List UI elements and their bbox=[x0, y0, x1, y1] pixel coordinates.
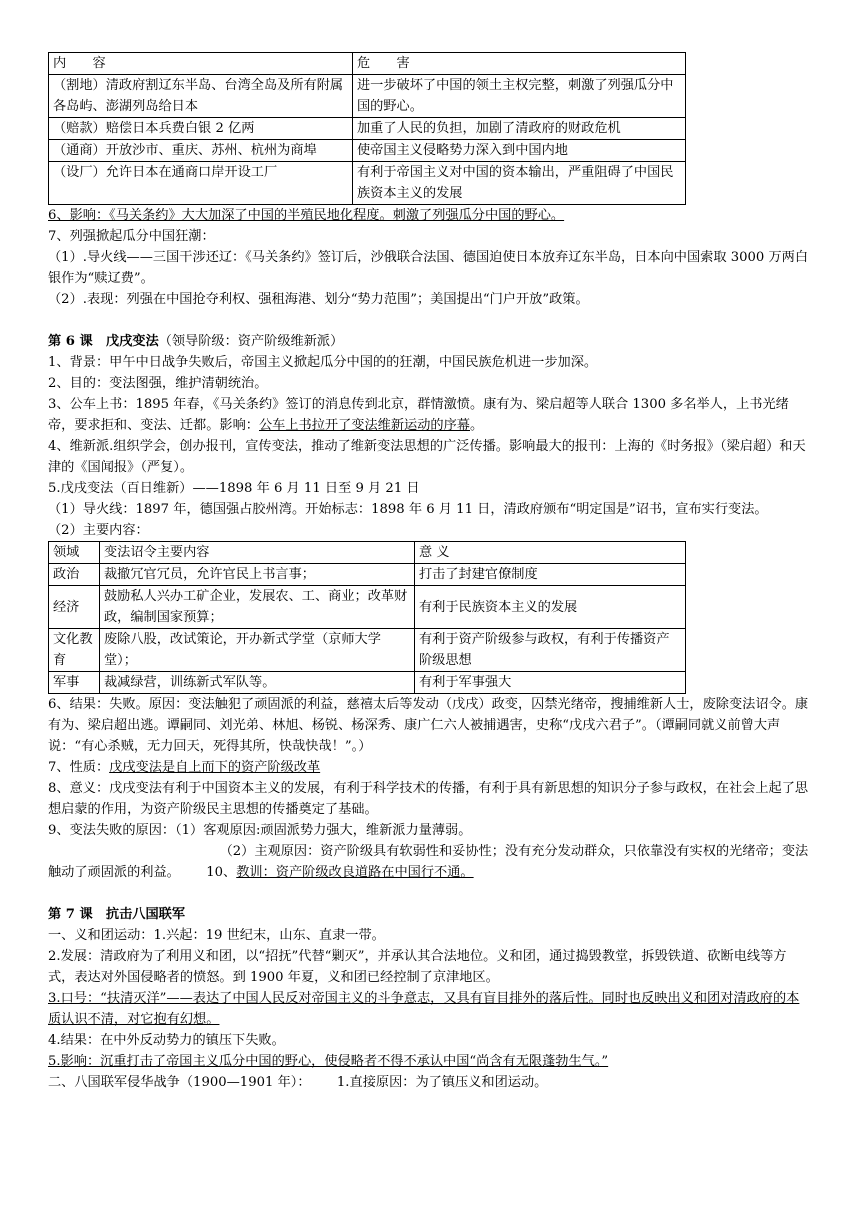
treaty-terms-table bbox=[48, 52, 686, 205]
table-row bbox=[49, 75, 686, 118]
table-cell: （通商）开放沙市、重庆、苏州、杭州为商埠 bbox=[49, 140, 353, 162]
table-cell: 裁减绿营，训练新式军队等。 bbox=[100, 672, 415, 694]
text-run: 3、公车上书：1895 年春，《马关条约》签订的消息传到北京，群情激愤。康有为、梁启超等人联合 1300 多名举人，上书光绪帝，要求拒和、变法、迁都。影响： bbox=[48, 397, 789, 433]
table-row bbox=[49, 118, 686, 140]
underlined-text: 戊戌变法是自上而下的资产阶级改革 bbox=[109, 760, 321, 775]
table-cell: 废除八股，改试策论，开办新式学堂（京师大学堂）； bbox=[100, 629, 415, 672]
table-header-row bbox=[49, 53, 686, 75]
paragraph: 1、背景：甲午中日战争失败后，帝国主义掀起瓜分中国的的狂潮，中国民族危机进一步加深。 bbox=[48, 355, 598, 370]
table-header-cell: 危 害 bbox=[353, 53, 686, 75]
text-run: （1）导火线：1897 年，德国强占胶州湾。开始标志：1898 年 6 月 11 日，清政府颁布“明定国是”诏书，宣布实行变法。 bbox=[48, 502, 768, 517]
table-cell: （割地）清政府割辽东半岛、台湾全岛及所有附属各岛屿、澎湖列岛给日本 bbox=[49, 75, 353, 118]
lesson-title-note: （领导阶级：资产阶级维新派） bbox=[158, 334, 344, 349]
table-cell: 鼓励私人兴办工矿企业，发展农、工、商业；改革财政，编制国家预算； bbox=[100, 586, 415, 629]
table-cell: 进一步破坏了中国的领土主权完整，刺激了列强瓜分中国的野心。 bbox=[353, 75, 686, 118]
underlined-text: 公车上书拉开了变法维新运动的序幕 bbox=[259, 418, 470, 433]
table-cell: （赔款）赔偿日本兵费白银 2 亿两 bbox=[49, 118, 353, 140]
paragraph bbox=[48, 394, 812, 436]
paragraph: 9、变法失败的原因：（1）客观原因:顽固派势力强大，维新派力量薄弱。 bbox=[48, 823, 472, 838]
table-header-row bbox=[49, 542, 686, 564]
paragraph bbox=[48, 1072, 812, 1093]
table-cell: 军事 bbox=[49, 672, 100, 694]
table-cell: 有利于民族资本主义的发展 bbox=[415, 586, 686, 629]
document-page bbox=[48, 52, 812, 1093]
table-header-cell: 意 义 bbox=[415, 542, 686, 564]
text-run: 。 bbox=[470, 418, 484, 433]
table-row bbox=[49, 629, 686, 672]
table-cell: 有利于资产阶级参与政权，有利于传播资产阶级思想 bbox=[415, 629, 686, 672]
text-run: 二、八国联军侵华战争（1900—1901 年）： bbox=[48, 1075, 311, 1090]
lesson-title: 第 7 课 抗击八国联军 bbox=[48, 907, 186, 922]
paragraph: 6、影响：《马关条约》大大加深了中国的半殖民地化程度。刺激了列强瓜分中国的野心。 bbox=[48, 208, 565, 223]
paragraph bbox=[48, 841, 812, 883]
lesson-heading bbox=[48, 331, 812, 352]
lesson-heading bbox=[48, 904, 812, 925]
table-cell: 加重了人民的负担，加剧了清政府的财政危机 bbox=[353, 118, 686, 140]
table-cell: 有利于军事强大 bbox=[415, 672, 686, 694]
paragraph: 3.口号：“扶清灭洋”——表达了中国人民反对帝国主义的斗争意志，又具有盲目排外的落后性。同时也反映出义和团对清政府的本质认识不清，对它抱有幻想。 bbox=[48, 991, 800, 1027]
table-cell: 经济 bbox=[49, 586, 100, 629]
paragraph: 5.戊戌变法（百日维新）——1898 年 6 月 11 日至 9 月 21 日 bbox=[48, 481, 420, 496]
table-header-cell: 变法诏令主要内容 bbox=[100, 542, 415, 564]
table-cell: （设厂）允许日本在通商口岸开设工厂 bbox=[49, 162, 353, 205]
paragraph: （1）.导火线——三国干涉还辽：《马关条约》签订后，沙俄联合法国、德国迫使日本放弃辽东半岛，日本向中国索取 3000 万两白银作为“赎辽费”。 bbox=[48, 250, 809, 286]
text-run: 7、性质： bbox=[48, 760, 110, 775]
table-header-cell: 内 容 bbox=[49, 53, 353, 75]
paragraph: 4、维新派.组织学会，创办报刊，宣传变法，推动了维新变法思想的广泛传播。影响最大的报刊：上海的《时务报》（梁启超）和天津的《国闻报》（严复）。 bbox=[48, 439, 806, 475]
table-cell: 文化教育 bbox=[49, 629, 100, 672]
paragraph: 2.发展：清政府为了利用义和团，以“招抚”代替“剿灭”，并承认其合法地位。义和团，通过捣毁教堂，拆毁铁道、砍断电线等方式，表达对外国侵略者的愤怒。到 1900 年夏，义和团已经控制了京津地区。 bbox=[48, 949, 787, 985]
text-run: 10、 bbox=[206, 865, 237, 880]
text-run: （2）主要内容： bbox=[48, 523, 149, 538]
paragraph: 2、目的：变法图强，维护清朝统治。 bbox=[48, 376, 268, 391]
paragraph: 7、列强掀起瓜分中国狂潮： bbox=[48, 229, 215, 244]
lesson-title: 第 6 课 戊戌变法 bbox=[48, 334, 159, 349]
paragraph bbox=[48, 757, 812, 778]
paragraph: 5.影响：沉重打击了帝国主义瓜分中国的野心，使侵略者不得不承认中国“尚含有无限蓬勃生气。” bbox=[48, 1054, 609, 1069]
paragraph: 6、结果：失败。原因：变法触犯了顽固派的利益，慈禧太后等发动（戊戌）政变，囚禁光绪帝，搜捕维新人士，废除变法诏令。康有为、梁启超出逃。谭嗣同、刘光弟、林旭、杨锐、杨深秀、康广仁六人被捕遇害，史称“戊戌六君子”。（谭嗣同就义前曾大声说：“有心杀贼，无力回天，死得其所，快哉快哉！”。） bbox=[48, 697, 809, 754]
table-cell: 裁撤冗官冗员，允许官民上书言事； bbox=[100, 564, 415, 586]
table-header-cell: 领域 bbox=[49, 542, 100, 564]
paragraph bbox=[48, 499, 812, 541]
table-cell: 政治 bbox=[49, 564, 100, 586]
table-row bbox=[49, 672, 686, 694]
table-cell: 打击了封建官僚制度 bbox=[415, 564, 686, 586]
paragraph: 4.结果：在中外反动势力的镇压下失败。 bbox=[48, 1033, 285, 1048]
text-run: （2）主观原因：资产阶级具有软弱性和妥协性；没有充分发动群众，只依靠没有实权的光绪帝；变法触动了顽固派的利益。 bbox=[48, 844, 809, 880]
table-cell: 有利于帝国主义对中国的资本输出，严重阻碍了中国民族资本主义的发展 bbox=[353, 162, 686, 205]
table-row bbox=[49, 162, 686, 205]
reform-content-table bbox=[48, 541, 686, 694]
text-run: 1.直接原因：为了镇压义和团运动。 bbox=[336, 1075, 548, 1090]
paragraph: 一、义和团运动：1.兴起：19 世纪末，山东、直隶一带。 bbox=[48, 928, 385, 943]
table-row bbox=[49, 140, 686, 162]
paragraph: 8、意义：戊戌变法有利于中国资本主义的发展，有利于科学技术的传播，有利于具有新思想的知识分子参与政权，在社会上起了思想启蒙的作用，为资产阶级民主思想的传播奠定了基础。 bbox=[48, 781, 809, 817]
table-row bbox=[49, 564, 686, 586]
table-cell: 使帝国主义侵略势力深入到中国内地 bbox=[353, 140, 686, 162]
paragraph: （2）.表现：列强在中国抢夺利权、强租海港、划分“势力范围”；美国提出“门户开放”政策。 bbox=[48, 292, 589, 307]
underlined-text: 教训：资产阶级改良道路在中国行不通。 bbox=[236, 865, 474, 880]
table-row bbox=[49, 586, 686, 629]
